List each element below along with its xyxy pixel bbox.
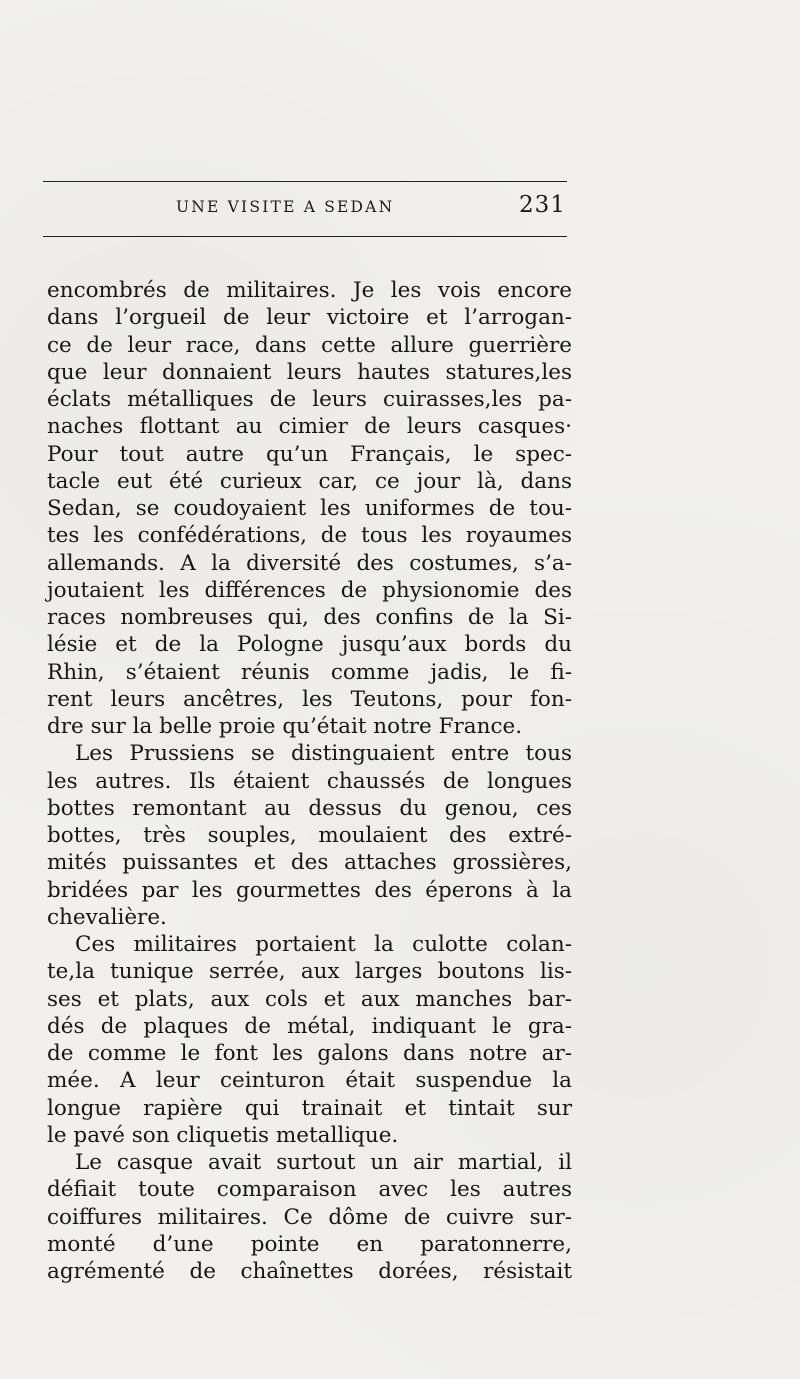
text-line: défiait toute comparaison avec les autres <box>47 1177 572 1203</box>
text-line: allemands. A la diversité des costumes, s’a- <box>47 550 572 576</box>
header-rule-top <box>43 181 567 182</box>
text-line: chevalière. <box>47 904 167 930</box>
text-line: Rhin, s’étaient réunis comme jadis, le fi- <box>47 659 572 685</box>
text-line: bottes remontant au dessus du genou, ces <box>47 795 572 821</box>
text-line: mée. A leur ceinturon était suspendue la <box>47 1068 572 1094</box>
body-text <box>47 277 572 1285</box>
text-line: te,la tunique serrée, aux larges boutons lis- <box>47 959 572 985</box>
text-line: éclats métalliques de leurs cuirasses,les pa- <box>47 387 572 412</box>
text-line: monté d’une pointe en paratonnerre, <box>47 1231 572 1257</box>
text-line: longue rapière qui trainait et tintait sur <box>47 1095 572 1121</box>
text-line: rent leurs ancêtres, les Teutons, pour fon- <box>47 686 572 712</box>
text-line: Les Prussiens se distinguaient entre tous <box>75 741 572 767</box>
text-line: le pavé son cliquetis metallique. <box>47 1122 399 1148</box>
text-line: bridées par les gourmettes des éperons à la <box>47 877 572 903</box>
text-line: lésie et de la Pologne jusqu’aux bords du <box>47 632 572 658</box>
text-line: ses et plats, aux cols et aux manches bar- <box>47 986 572 1012</box>
page-number: 231 <box>519 192 566 218</box>
text-line: les autres. Ils étaient chaussés de longues <box>47 768 572 794</box>
text-line: naches flottant au cimier de leurs casques· <box>47 414 572 440</box>
text-line: dre sur la belle proie qu’était notre France. <box>47 714 523 739</box>
text-line: que leur donnaient leurs hautes statures,les <box>47 359 572 385</box>
running-head: UNE VISITE A SEDAN <box>176 198 395 216</box>
text-line: mités puissantes et des attaches grossières, <box>47 850 572 876</box>
text-line: tes les confédérations, de tous les royaumes <box>47 523 572 549</box>
text-line: Le casque avait surtout un air martial, il <box>75 1150 572 1175</box>
text-line: Pour tout autre qu’un Français, le spec- <box>47 441 572 467</box>
text-line: encombrés de militaires. Je les vois encore <box>47 278 572 303</box>
text-line: bottes, très souples, moulaient des extré- <box>47 823 572 848</box>
text-line: de comme le font les galons dans notre ar- <box>47 1041 572 1066</box>
text-line: Ces militaires portaient la culotte colan- <box>75 932 572 957</box>
text-line: tacle eut été curieux car, ce jour là, dans <box>47 468 572 494</box>
text-line: Sedan, se coudoyaient les uniformes de tou- <box>47 496 572 521</box>
text-line: dans l’orgueil de leur victoire et l’arrogan- <box>47 305 572 331</box>
text-line: dés de plaques de métal, indiquant le gra- <box>47 1013 572 1039</box>
text-line: coiffures militaires. Ce dôme de cuivre sur- <box>47 1204 572 1230</box>
text-line: joutaient les différences de physionomie des <box>47 577 572 603</box>
text-line: races nombreuses qui, des confins de la Si- <box>47 605 572 630</box>
text-line: agrémenté de chaînettes dorées, résistait <box>47 1259 572 1284</box>
header-rule-bottom <box>43 236 567 237</box>
text-line: ce de leur race, dans cette allure guerrière <box>47 332 572 358</box>
